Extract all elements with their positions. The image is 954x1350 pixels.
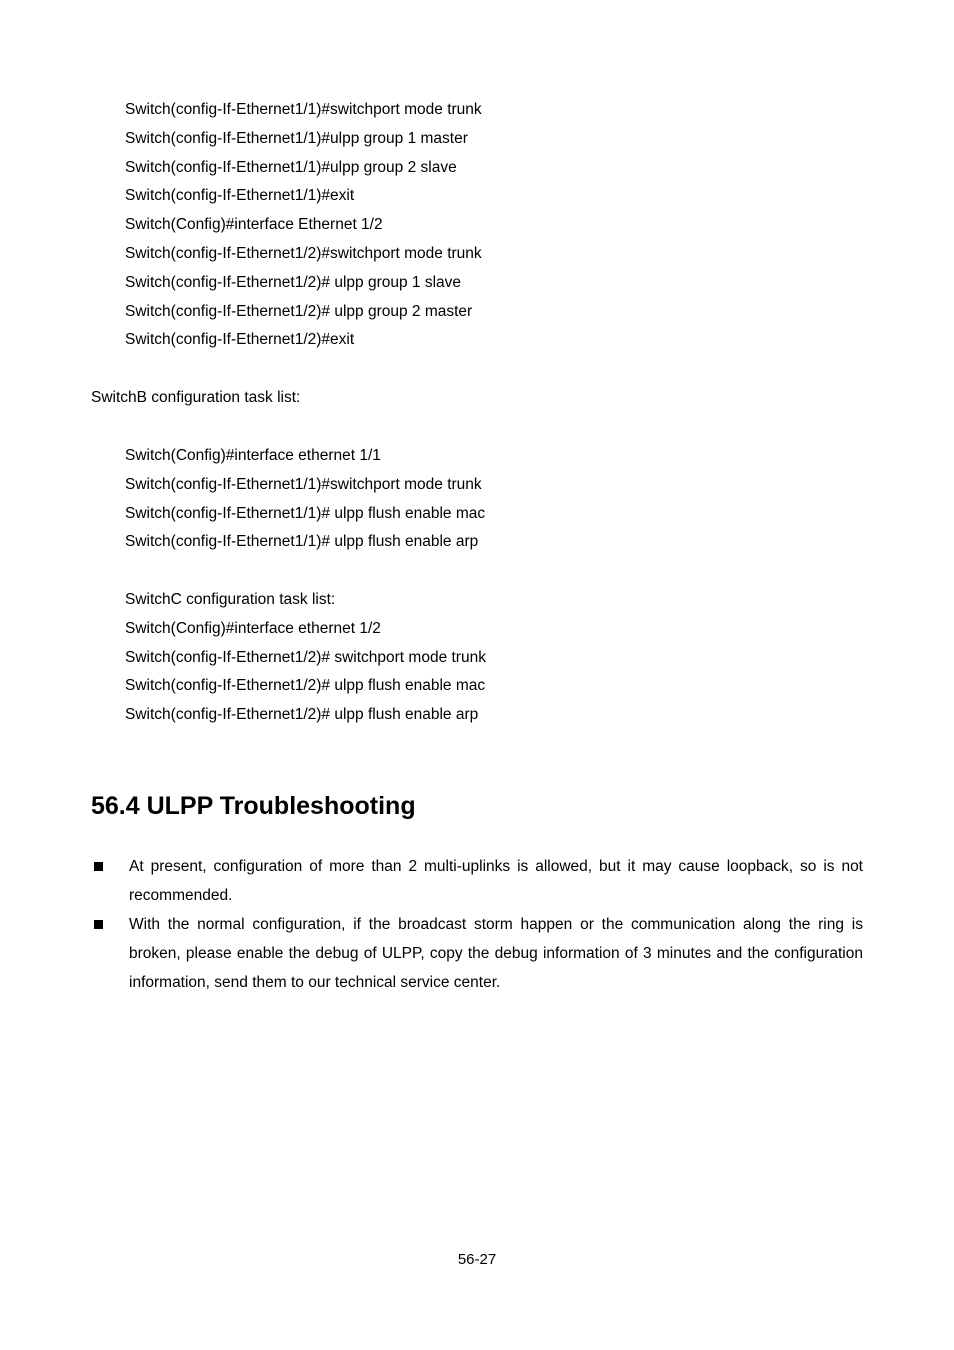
command-line: Switch(config-If-Ethernet1/1)# ulpp flush enable mac [125, 504, 486, 522]
square-bullet-icon [94, 862, 103, 871]
square-bullet-icon [94, 920, 103, 929]
command-line: Switch(config-If-Ethernet1/2)#switchport mode trunk [125, 244, 482, 262]
command-line: Switch(config-If-Ethernet1/2)#exit [125, 331, 355, 349]
section-heading: 56.4 ULPP Troubleshooting [91, 792, 416, 820]
command-line: Switch(Config)#interface ethernet 1/2 [125, 619, 381, 637]
switchb-command-block [125, 442, 885, 557]
command-line: Switch(config-If-Ethernet1/2)# ulpp flush enable arp [125, 706, 479, 724]
command-line: Switch(config-If-Ethernet1/1)#ulpp group 1 master [125, 129, 468, 147]
switchc-command-block [125, 586, 885, 730]
command-line: Switch(config-If-Ethernet1/1)# ulpp flush enable arp [125, 533, 479, 551]
command-line: Switch(config-If-Ethernet1/2)# ulpp group 2 master [125, 302, 473, 320]
page-number: 56-27 [457, 1251, 497, 1268]
bullet-text: With the normal configuration, if the broadcast storm happen or the communication along the ring is broken, please enable the debug of ULPP, copy the debug information of 3 minutes and the configuration information, send them to our technical service center. [129, 916, 863, 991]
list-item [91, 910, 863, 997]
command-line: Switch(Config)#interface Ethernet 1/2 [125, 216, 383, 234]
switchb-task-list-label: SwitchB configuration task list: [91, 389, 301, 406]
command-line: Switch(config-If-Ethernet1/1)#switchport mode trunk [125, 101, 482, 118]
command-line: Switch(Config)#interface ethernet 1/1 [125, 447, 381, 464]
list-item [91, 852, 863, 910]
command-line: Switch(config-If-Ethernet1/1)#ulpp group 2 slave [125, 158, 457, 176]
bullet-text: At present, configuration of more than 2 multi-uplinks is allowed, but it may cause loopback, so is not recommended. [129, 858, 863, 904]
command-line: Switch(config-If-Ethernet1/2)# switchport mode trunk [125, 648, 486, 666]
command-line: Switch(config-If-Ethernet1/1)#exit [125, 187, 355, 205]
command-line: Switch(config-If-Ethernet1/2)# ulpp group 1 slave [125, 273, 462, 291]
switcha-command-block [125, 96, 885, 355]
troubleshooting-bullet-list [91, 852, 863, 997]
command-line: Switch(config-If-Ethernet1/2)# ulpp flush enable mac [125, 677, 486, 695]
command-line: Switch(config-If-Ethernet1/1)#switchport mode trunk [125, 475, 482, 493]
switchc-task-list-label: SwitchC configuration task list: [125, 591, 336, 608]
